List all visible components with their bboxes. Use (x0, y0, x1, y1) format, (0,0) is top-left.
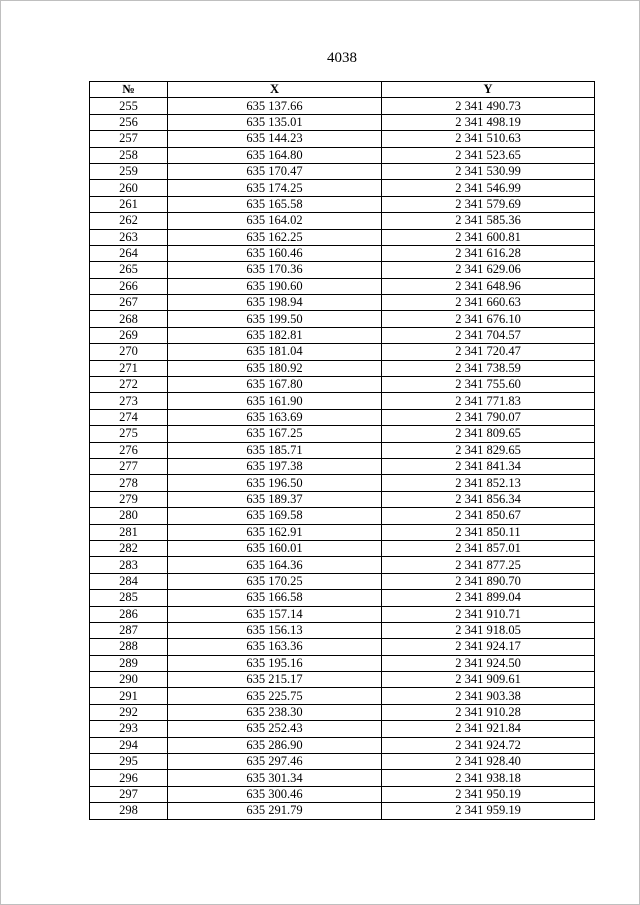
y-coordinate-cell: 2 341 850.67 (382, 508, 595, 524)
point-number-cell: 263 (90, 229, 168, 245)
table-row (90, 180, 595, 196)
x-coordinate-cell: 635 182.81 (168, 327, 382, 343)
y-coordinate-cell: 2 341 523.65 (382, 147, 595, 163)
y-coordinate-cell: 2 341 530.99 (382, 163, 595, 179)
x-coordinate-cell: 635 189.37 (168, 491, 382, 507)
column-header-x: X (168, 82, 382, 98)
x-coordinate-cell: 635 163.69 (168, 409, 382, 425)
point-number-cell: 271 (90, 360, 168, 376)
x-coordinate-cell: 635 164.36 (168, 557, 382, 573)
x-coordinate-cell: 635 180.92 (168, 360, 382, 376)
table-row (90, 229, 595, 245)
y-coordinate-cell: 2 341 950.19 (382, 786, 595, 802)
table-row (90, 737, 595, 753)
x-coordinate-cell: 635 181.04 (168, 344, 382, 360)
table-row (90, 245, 595, 261)
x-coordinate-cell: 635 185.71 (168, 442, 382, 458)
point-number-cell: 278 (90, 475, 168, 491)
table-row (90, 606, 595, 622)
x-coordinate-cell: 635 165.58 (168, 196, 382, 212)
table-row (90, 524, 595, 540)
table-row (90, 721, 595, 737)
table-row (90, 344, 595, 360)
table-row (90, 163, 595, 179)
y-coordinate-cell: 2 341 924.17 (382, 639, 595, 655)
table-row (90, 639, 595, 655)
table-row (90, 409, 595, 425)
y-coordinate-cell: 2 341 546.99 (382, 180, 595, 196)
table-row (90, 803, 595, 819)
page-number: 4038 (327, 50, 357, 66)
table-row (90, 98, 595, 114)
table-row (90, 475, 595, 491)
point-number-cell: 286 (90, 606, 168, 622)
table-row (90, 114, 595, 130)
y-coordinate-cell: 2 341 790.07 (382, 409, 595, 425)
x-coordinate-cell: 635 252.43 (168, 721, 382, 737)
x-coordinate-cell: 635 300.46 (168, 786, 382, 802)
y-coordinate-cell: 2 341 771.83 (382, 393, 595, 409)
y-coordinate-cell: 2 341 909.61 (382, 672, 595, 688)
y-coordinate-cell: 2 341 755.60 (382, 377, 595, 393)
point-number-cell: 281 (90, 524, 168, 540)
table-row (90, 704, 595, 720)
point-number-cell: 259 (90, 163, 168, 179)
table-row (90, 442, 595, 458)
y-coordinate-cell: 2 341 921.84 (382, 721, 595, 737)
y-coordinate-cell: 2 341 928.40 (382, 754, 595, 770)
point-number-cell: 291 (90, 688, 168, 704)
y-coordinate-cell: 2 341 498.19 (382, 114, 595, 130)
y-coordinate-cell: 2 341 924.72 (382, 737, 595, 753)
table-row (90, 426, 595, 442)
table-row (90, 590, 595, 606)
y-coordinate-cell: 2 341 490.73 (382, 98, 595, 114)
point-number-cell: 270 (90, 344, 168, 360)
point-number-cell: 294 (90, 737, 168, 753)
point-number-cell: 255 (90, 98, 168, 114)
y-coordinate-cell: 2 341 910.28 (382, 704, 595, 720)
point-number-cell: 268 (90, 311, 168, 327)
x-coordinate-cell: 635 198.94 (168, 295, 382, 311)
point-number-cell: 298 (90, 803, 168, 819)
point-number-cell: 273 (90, 393, 168, 409)
y-coordinate-cell: 2 341 629.06 (382, 262, 595, 278)
point-number-cell: 258 (90, 147, 168, 163)
x-coordinate-cell: 635 195.16 (168, 655, 382, 671)
point-number-cell: 296 (90, 770, 168, 786)
point-number-cell: 284 (90, 573, 168, 589)
y-coordinate-cell: 2 341 510.63 (382, 131, 595, 147)
point-number-cell: 260 (90, 180, 168, 196)
x-coordinate-cell: 635 291.79 (168, 803, 382, 819)
table-row (90, 491, 595, 507)
point-number-cell: 269 (90, 327, 168, 343)
x-coordinate-cell: 635 144.23 (168, 131, 382, 147)
table-row (90, 557, 595, 573)
x-coordinate-cell: 635 160.01 (168, 540, 382, 556)
x-coordinate-cell: 635 164.80 (168, 147, 382, 163)
y-coordinate-cell: 2 341 841.34 (382, 458, 595, 474)
table-row (90, 573, 595, 589)
y-coordinate-cell: 2 341 857.01 (382, 540, 595, 556)
point-number-cell: 267 (90, 295, 168, 311)
table-row (90, 393, 595, 409)
table-row (90, 295, 595, 311)
table-row (90, 377, 595, 393)
x-coordinate-cell: 635 297.46 (168, 754, 382, 770)
point-number-cell: 257 (90, 131, 168, 147)
point-number-cell: 288 (90, 639, 168, 655)
y-coordinate-cell: 2 341 890.70 (382, 573, 595, 589)
column-header-y: Y (382, 82, 595, 98)
x-coordinate-cell: 635 167.25 (168, 426, 382, 442)
y-coordinate-cell: 2 341 809.65 (382, 426, 595, 442)
point-number-cell: 264 (90, 245, 168, 261)
y-coordinate-cell: 2 341 899.04 (382, 590, 595, 606)
x-coordinate-cell: 635 156.13 (168, 622, 382, 638)
point-number-cell: 266 (90, 278, 168, 294)
point-number-cell: 280 (90, 508, 168, 524)
table-row (90, 278, 595, 294)
point-number-cell: 293 (90, 721, 168, 737)
point-number-cell: 279 (90, 491, 168, 507)
point-number-cell: 256 (90, 114, 168, 130)
point-number-cell: 282 (90, 540, 168, 556)
y-coordinate-cell: 2 341 910.71 (382, 606, 595, 622)
table-row (90, 327, 595, 343)
y-coordinate-cell: 2 341 616.28 (382, 245, 595, 261)
table-row (90, 131, 595, 147)
y-coordinate-cell: 2 341 850.11 (382, 524, 595, 540)
y-coordinate-cell: 2 341 738.59 (382, 360, 595, 376)
y-coordinate-cell: 2 341 924.50 (382, 655, 595, 671)
y-coordinate-cell: 2 341 579.69 (382, 196, 595, 212)
x-coordinate-cell: 635 238.30 (168, 704, 382, 720)
point-number-cell: 285 (90, 590, 168, 606)
y-coordinate-cell: 2 341 877.25 (382, 557, 595, 573)
y-coordinate-cell: 2 341 648.96 (382, 278, 595, 294)
table-header-row (90, 82, 595, 98)
x-coordinate-cell: 635 197.38 (168, 458, 382, 474)
table-row (90, 196, 595, 212)
x-coordinate-cell: 635 137.66 (168, 98, 382, 114)
x-coordinate-cell: 635 174.25 (168, 180, 382, 196)
x-coordinate-cell: 635 166.58 (168, 590, 382, 606)
x-coordinate-cell: 635 167.80 (168, 377, 382, 393)
point-number-cell: 290 (90, 672, 168, 688)
x-coordinate-cell: 635 162.25 (168, 229, 382, 245)
table-row (90, 360, 595, 376)
coordinates-table (89, 81, 595, 820)
x-coordinate-cell: 635 163.36 (168, 639, 382, 655)
x-coordinate-cell: 635 199.50 (168, 311, 382, 327)
x-coordinate-cell: 635 301.34 (168, 770, 382, 786)
table-row (90, 262, 595, 278)
x-coordinate-cell: 635 162.91 (168, 524, 382, 540)
x-coordinate-cell: 635 170.25 (168, 573, 382, 589)
y-coordinate-cell: 2 341 720.47 (382, 344, 595, 360)
x-coordinate-cell: 635 286.90 (168, 737, 382, 753)
point-number-cell: 277 (90, 458, 168, 474)
point-number-cell: 275 (90, 426, 168, 442)
y-coordinate-cell: 2 341 676.10 (382, 311, 595, 327)
x-coordinate-cell: 635 215.17 (168, 672, 382, 688)
y-coordinate-cell: 2 341 918.05 (382, 622, 595, 638)
table-row (90, 622, 595, 638)
y-coordinate-cell: 2 341 856.34 (382, 491, 595, 507)
table-row (90, 311, 595, 327)
x-coordinate-cell: 635 160.46 (168, 245, 382, 261)
point-number-cell: 261 (90, 196, 168, 212)
x-coordinate-cell: 635 225.75 (168, 688, 382, 704)
y-coordinate-cell: 2 341 959.19 (382, 803, 595, 819)
point-number-cell: 274 (90, 409, 168, 425)
point-number-cell: 262 (90, 213, 168, 229)
y-coordinate-cell: 2 341 938.18 (382, 770, 595, 786)
table-row (90, 688, 595, 704)
y-coordinate-cell: 2 341 600.81 (382, 229, 595, 245)
point-number-cell: 276 (90, 442, 168, 458)
y-coordinate-cell: 2 341 903.38 (382, 688, 595, 704)
table-row (90, 786, 595, 802)
y-coordinate-cell: 2 341 704.57 (382, 327, 595, 343)
point-number-cell: 265 (90, 262, 168, 278)
table-row (90, 540, 595, 556)
y-coordinate-cell: 2 341 852.13 (382, 475, 595, 491)
point-number-cell: 272 (90, 377, 168, 393)
x-coordinate-cell: 635 196.50 (168, 475, 382, 491)
point-number-cell: 287 (90, 622, 168, 638)
x-coordinate-cell: 635 169.58 (168, 508, 382, 524)
y-coordinate-cell: 2 341 585.36 (382, 213, 595, 229)
y-coordinate-cell: 2 341 829.65 (382, 442, 595, 458)
table-row (90, 458, 595, 474)
table-row (90, 770, 595, 786)
table-row (90, 655, 595, 671)
table-row (90, 213, 595, 229)
y-coordinate-cell: 2 341 660.63 (382, 295, 595, 311)
x-coordinate-cell: 635 161.90 (168, 393, 382, 409)
point-number-cell: 289 (90, 655, 168, 671)
point-number-cell: 297 (90, 786, 168, 802)
point-number-cell: 292 (90, 704, 168, 720)
table-body (90, 98, 595, 819)
x-coordinate-cell: 635 164.02 (168, 213, 382, 229)
x-coordinate-cell: 635 170.47 (168, 163, 382, 179)
point-number-cell: 295 (90, 754, 168, 770)
x-coordinate-cell: 635 157.14 (168, 606, 382, 622)
table-row (90, 147, 595, 163)
x-coordinate-cell: 635 135.01 (168, 114, 382, 130)
table-row (90, 754, 595, 770)
point-number-cell: 283 (90, 557, 168, 573)
table-row (90, 672, 595, 688)
table-row (90, 508, 595, 524)
column-header-number: № (90, 82, 168, 98)
x-coordinate-cell: 635 190.60 (168, 278, 382, 294)
x-coordinate-cell: 635 170.36 (168, 262, 382, 278)
